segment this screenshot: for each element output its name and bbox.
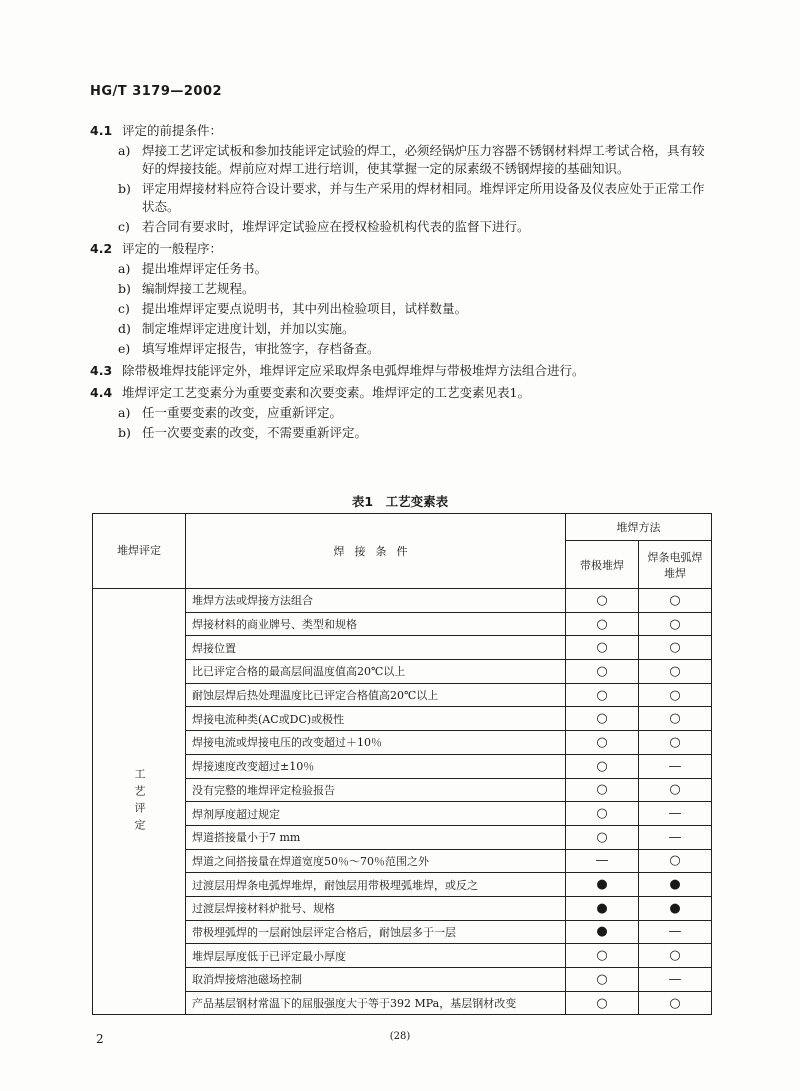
- list-item-text: 填写堆焊评定报告，审批签字，存档备查。: [142, 341, 380, 356]
- list-item-label: c): [118, 219, 130, 234]
- condition-cell: 焊接材料的商业牌号、类型和规格: [186, 612, 566, 636]
- smaw-symbol-cell: ○: [639, 944, 712, 968]
- condition-cell: 焊接电流种类(AC或DC)或极性: [186, 707, 566, 731]
- list-item-label: b): [118, 181, 131, 196]
- section-number: 4.4: [90, 385, 113, 400]
- smaw-symbol-cell: ●: [639, 896, 712, 920]
- list-item: [90, 280, 720, 298]
- table-row: [93, 920, 712, 944]
- standard-number: HG/T 3179—2002: [90, 84, 223, 99]
- process-variables-table: [92, 513, 712, 1015]
- strip-symbol-cell: ○: [566, 944, 639, 968]
- header-condition: 焊接条件: [186, 514, 566, 589]
- table-row: [93, 849, 712, 873]
- section-text: 评定的一般程序：: [122, 241, 223, 256]
- document-body: [90, 118, 720, 442]
- condition-cell: 耐蚀层焊后热处理温度比已评定合格值高20℃以上: [186, 683, 566, 707]
- list-item-label: d): [118, 321, 131, 336]
- section-heading: [90, 240, 720, 258]
- strip-symbol-cell: ○: [566, 707, 639, 731]
- table-row: [93, 802, 712, 826]
- table-title: 表1 工艺变素表: [351, 494, 449, 509]
- list-item-label: e): [118, 341, 131, 356]
- condition-cell: 焊剂厚度超过规定: [186, 802, 566, 826]
- condition-cell: 焊接位置: [186, 636, 566, 660]
- list-item-text: 制定堆焊评定进度计划，并加以实施。: [142, 321, 355, 336]
- smaw-symbol-cell: —: [639, 802, 712, 826]
- smaw-symbol-cell: ○: [639, 636, 712, 660]
- smaw-symbol-cell: ○: [639, 707, 712, 731]
- strip-symbol-cell: ○: [566, 636, 639, 660]
- table-row: [93, 754, 712, 778]
- list-item: [90, 424, 720, 442]
- list-item: [90, 404, 720, 422]
- section-number: 4.2: [90, 241, 113, 256]
- smaw-symbol-cell: —: [639, 825, 712, 849]
- strip-symbol-cell: ○: [566, 660, 639, 684]
- strip-symbol-cell: ○: [566, 802, 639, 826]
- list-item-label: a): [118, 261, 131, 276]
- smaw-symbol-cell: ○: [639, 683, 712, 707]
- section: [90, 362, 720, 380]
- smaw-symbol-cell: ○: [639, 589, 712, 613]
- table-row: [93, 683, 712, 707]
- condition-cell: 过渡层用焊条电弧焊堆焊，耐蚀层用带极埋弧堆焊，或反之: [186, 873, 566, 897]
- table-row: [93, 612, 712, 636]
- list-item: [90, 260, 720, 278]
- table-row: [93, 896, 712, 920]
- list-item: [90, 180, 720, 216]
- section-number: 4.3: [90, 363, 113, 378]
- list-item-text: 编制焊接工艺规程。: [142, 281, 255, 296]
- category-cell: 工艺评定: [93, 589, 186, 1015]
- table-row: [93, 968, 712, 992]
- list-item-label: a): [118, 405, 131, 420]
- strip-symbol-cell: ●: [566, 873, 639, 897]
- strip-symbol-cell: ○: [566, 612, 639, 636]
- table-row: [93, 660, 712, 684]
- section: [90, 384, 720, 442]
- smaw-symbol-cell: ○: [639, 849, 712, 873]
- table-row: [93, 873, 712, 897]
- section-heading: [90, 362, 720, 380]
- section-text: 除带极堆焊技能评定外，堆焊评定应采取焊条电弧焊堆焊与带极堆焊方法组合进行。: [122, 363, 585, 378]
- strip-symbol-cell: —: [566, 849, 639, 873]
- strip-symbol-cell: ○: [566, 778, 639, 802]
- list-item: [90, 300, 720, 318]
- list-item-label: c): [118, 301, 130, 316]
- table-row: [93, 778, 712, 802]
- condition-cell: 产品基层钢材常温下的屈服强度大于等于392 MPa，基层钢材改变: [186, 991, 566, 1015]
- table-row: [93, 589, 712, 613]
- section-heading: [90, 384, 720, 402]
- page-sequence: (28): [389, 1031, 411, 1042]
- section-number: 4.1: [90, 123, 113, 138]
- list-item: [90, 218, 720, 236]
- list-item-text: 任一重要变素的改变，应重新评定。: [142, 405, 343, 420]
- list-item-label: b): [118, 281, 131, 296]
- table-row: [93, 707, 712, 731]
- condition-cell: 堆焊方法或焊接方法组合: [186, 589, 566, 613]
- strip-symbol-cell: ○: [566, 825, 639, 849]
- condition-cell: 焊接速度改变超过±10％: [186, 754, 566, 778]
- condition-cell: 带极埋弧焊的一层耐蚀层评定合格后，耐蚀层多于一层: [186, 920, 566, 944]
- section: [90, 122, 720, 236]
- list-item-text: 提出堆焊评定要点说明书，其中列出检验项目，试样数量。: [142, 301, 468, 316]
- list-item: [90, 320, 720, 338]
- header-strip: 带极堆焊: [566, 541, 639, 589]
- header-category: 堆焊评定: [93, 514, 186, 589]
- condition-cell: 取消焊接熔池磁场控制: [186, 968, 566, 992]
- list-item-text: 提出堆焊评定任务书。: [142, 261, 268, 276]
- smaw-symbol-cell: ●: [639, 873, 712, 897]
- smaw-symbol-cell: —: [639, 920, 712, 944]
- condition-cell: 没有完整的堆焊评定检验报告: [186, 778, 566, 802]
- condition-cell: 过渡层焊接材料炉批号、规格: [186, 896, 566, 920]
- condition-cell: 堆焊层厚度低于已评定最小厚度: [186, 944, 566, 968]
- strip-symbol-cell: ○: [566, 683, 639, 707]
- list-item: [90, 142, 720, 178]
- strip-symbol-cell: ○: [566, 991, 639, 1015]
- condition-cell: 焊道搭接量小于7 mm: [186, 825, 566, 849]
- smaw-symbol-cell: ○: [639, 612, 712, 636]
- table-row: [93, 731, 712, 755]
- table-row: [93, 944, 712, 968]
- section: [90, 240, 720, 358]
- list-item: [90, 340, 720, 358]
- strip-symbol-cell: ●: [566, 920, 639, 944]
- list-item-label: b): [118, 425, 131, 440]
- list-item-text: 若合同有要求时，堆焊评定试验应在授权检验机构代表的监督下进行。: [142, 219, 530, 234]
- section-heading: [90, 122, 720, 140]
- smaw-symbol-cell: —: [639, 754, 712, 778]
- smaw-symbol-cell: —: [639, 968, 712, 992]
- smaw-symbol-cell: ○: [639, 778, 712, 802]
- list-item-label: a): [118, 143, 131, 158]
- smaw-symbol-cell: ○: [639, 991, 712, 1015]
- condition-cell: 焊接电流或焊接电压的改变超过＋10％: [186, 731, 566, 755]
- strip-symbol-cell: ○: [566, 754, 639, 778]
- condition-cell: 比已评定合格的最高层间温度值高20℃以上: [186, 660, 566, 684]
- section-text: 评定的前提条件：: [122, 123, 223, 138]
- condition-cell: 焊道之间搭接量在焊道宽度50％～70％范围之外: [186, 849, 566, 873]
- smaw-symbol-cell: ○: [639, 660, 712, 684]
- section-text: 堆焊评定工艺变素分为重要变素和次要变素。堆焊评定的工艺变素见表1。: [122, 385, 530, 400]
- list-item-text: 评定用焊接材料应符合设计要求，并与生产采用的焊材相同。堆焊评定所用设备及仪表应处于正常工作状态。: [142, 181, 705, 214]
- page-number: 2: [96, 1032, 104, 1046]
- table-row: [93, 825, 712, 849]
- smaw-symbol-cell: ○: [639, 731, 712, 755]
- list-item-text: 焊接工艺评定试板和参加技能评定试验的焊工，必须经锅炉压力容器不锈钢材料焊工考试合格，具有较好的焊接技能。焊前应对焊工进行培训，使其掌握一定的尿素级不锈钢焊接的基础知识。: [142, 143, 705, 176]
- strip-symbol-cell: ●: [566, 896, 639, 920]
- strip-symbol-cell: ○: [566, 589, 639, 613]
- strip-symbol-cell: ○: [566, 968, 639, 992]
- header-method: 堆焊方法: [566, 514, 712, 541]
- table-row: [93, 636, 712, 660]
- list-item-text: 任一次要变素的改变，不需要重新评定。: [142, 425, 368, 440]
- strip-symbol-cell: ○: [566, 731, 639, 755]
- table-row: [93, 991, 712, 1015]
- header-smaw: 焊条电弧焊堆焊: [639, 541, 712, 589]
